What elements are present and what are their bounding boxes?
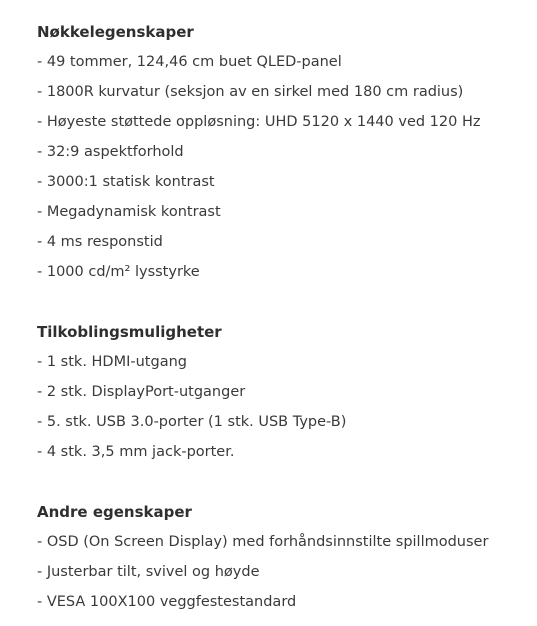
section-other-features [37, 497, 537, 617]
section-connectivity [37, 317, 537, 467]
list-item: - 5. stk. USB 3.0-porter (1 stk. USB Type-B) [37, 414, 347, 430]
section-heading: Andre egenskaper [37, 503, 192, 521]
list-item: - 32:9 aspektforhold [37, 144, 184, 160]
list-item: - 1800R kurvatur (seksjon av en sirkel med 180 cm radius) [37, 84, 464, 100]
list-item: - 49 tommer, 124,46 cm buet QLED-panel [37, 54, 342, 70]
list-item: - Megadynamisk kontrast [37, 204, 221, 220]
list-item: - 1 stk. HDMI-utgang [37, 354, 187, 370]
list-item: - 3000:1 statisk kontrast [37, 174, 215, 190]
list-item: - 2 stk. DisplayPort-utganger [37, 384, 246, 400]
list-item: - 4 stk. 3,5 mm jack-porter. [37, 444, 235, 460]
section-heading: Tilkoblingsmuligheter [37, 323, 222, 341]
section-heading: Nøkkelegenskaper [37, 23, 194, 41]
list-item: - VESA 100X100 veggfestestandard [37, 594, 297, 610]
list-item: - Høyeste støttede oppløsning: UHD 5120 x 1440 ved 120 Hz [37, 114, 481, 130]
list-item: - Justerbar tilt, svivel og høyde [37, 564, 260, 580]
list-item: - OSD (On Screen Display) med forhåndsinnstilte spillmoduser [37, 534, 489, 550]
section-key-features [37, 17, 537, 287]
list-item: - 1000 cd/m² lysstyrke [37, 264, 200, 280]
list-item: - 4 ms responstid [37, 234, 163, 250]
